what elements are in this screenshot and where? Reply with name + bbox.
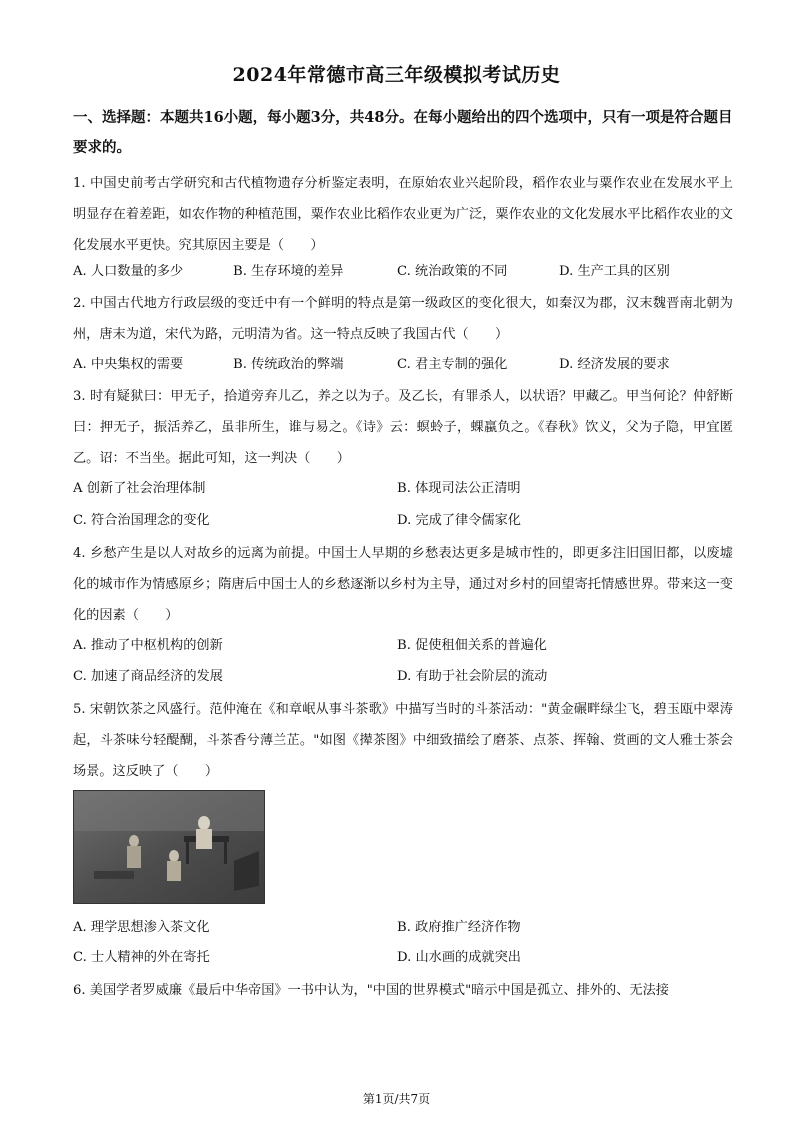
question-4-options-row2	[73, 662, 733, 692]
question-5-option-a: A. 理学思想渗入茶文化	[73, 920, 210, 935]
tea-painting-image	[73, 790, 265, 904]
question-4-option-a: A. 推动了中枢机构的创新	[73, 638, 223, 653]
question-3-option-c: C. 符合治国理念的变化	[73, 513, 210, 528]
question-5-option-d: D. 山水画的成就突出	[397, 950, 521, 965]
page-footer: 第1页/共7页	[362, 1092, 431, 1106]
question-4-options-row1	[73, 631, 733, 661]
question-1-options	[73, 257, 733, 287]
question-3-option-a: A 创新了社会治理体制	[73, 481, 206, 496]
question-5-options-row1	[73, 913, 733, 943]
question-4-option-c: C. 加速了商品经济的发展	[73, 669, 223, 684]
question-1-option-c: C. 统治政策的不同	[397, 264, 508, 279]
question-1-option-b: B. 生存环境的差异	[233, 264, 344, 279]
question-2-option-b: B. 传统政治的弊端	[233, 357, 344, 372]
question-5-option-c: C. 士人精神的外在寄托	[73, 950, 210, 965]
question-5-stem: 5. 宋朝饮茶之风盛行。范仲淹在《和章岷从事斗茶歌》中描写当时的斗茶活动："黄金碾畔绿尘飞，碧玉瓯中翠涛起，斗茶味兮轻醍醐，斗茶香兮薄兰芷。"如图《撵茶图》中细致描绘了磨茶、点茶、挥翰、赏画的文人雅士茶会场景。这反映了（ ）	[73, 702, 733, 779]
question-3-option-d: D. 完成了律令儒家化	[397, 513, 521, 528]
question-3-options-row2	[73, 506, 733, 536]
question-3-options-row1	[73, 474, 733, 504]
page-title: 2024年常德市高三年级模拟考试历史	[232, 64, 561, 86]
question-2-option-c: C. 君主专制的强化	[397, 357, 508, 372]
question-4-stem: 4. 乡愁产生是以人对故乡的远离为前提。中国士人早期的乡愁表达更多是城市性的，即更多注旧国旧都，以废墟化的城市作为情感原乡；隋唐后中国士人的乡愁逐渐以乡村为主导，通过对乡村的回望寄托情感世界。带来这一变化的因素（ ）	[73, 546, 733, 623]
question-5-option-b: B. 政府推广经济作物	[397, 920, 521, 935]
question-2-option-a: A. 中央集权的需要	[73, 357, 184, 372]
question-3-option-b: B. 体现司法公正清明	[397, 481, 521, 496]
question-2-stem: 2. 中国古代地方行政层级的变迁中有一个鲜明的特点是第一级政区的变化很大，如秦汉为郡，汉末魏晋南北朝为州，唐末为道，宋代为路，元明清为省。这一特点反映了我国古代（ ）	[73, 296, 733, 342]
question-3-stem: 3. 时有疑狱曰：甲无子，拾道旁弃儿乙，养之以为子。及乙长，有罪杀人，以状语？甲藏乙。甲当何论？仲舒断曰：押无子，振活养乙，虽非所生，谁与易之。《诗》云：螟蛉子，蜾蠃负之。《春秋》饮义，父为子隐，甲宜匿乙。诏：不当坐。据此可知，这一判决（ ）	[73, 389, 733, 466]
question-4-option-d: D. 有助于社会阶层的流动	[397, 669, 548, 684]
question-6-stem: 6. 美国学者罗威廉《最后中华帝国》一书中认为，"中国的世界模式"暗示中国是孤立、排外的、无法接	[73, 983, 669, 998]
question-1-option-a: A. 人口数量的多少	[73, 264, 184, 279]
section-heading: 一、选择题：本题共16小题，每小题3分，共48分。在每小题给出的四个选项中，只有一项是符合题目要求的。	[73, 109, 733, 156]
question-1-stem: 1. 中国史前考古学研究和古代植物遗存分析鉴定表明，在原始农业兴起阶段，稻作农业与粟作农业在发展水平上明显存在着差距，如农作物的种植范围，粟作农业比稻作农业更为广泛，粟作农业的文化发展水平比稻作农业的文化发展水平更快。究其原因主要是（ ）	[73, 176, 733, 253]
question-1-option-d: D. 生产工具的区别	[559, 264, 670, 279]
question-5-options-row2	[73, 943, 733, 973]
question-4-option-b: B. 促使租佃关系的普遍化	[397, 638, 547, 653]
question-2-option-d: D. 经济发展的要求	[559, 357, 670, 372]
question-2-options	[73, 350, 733, 380]
tea-painting-illustration	[74, 791, 264, 903]
